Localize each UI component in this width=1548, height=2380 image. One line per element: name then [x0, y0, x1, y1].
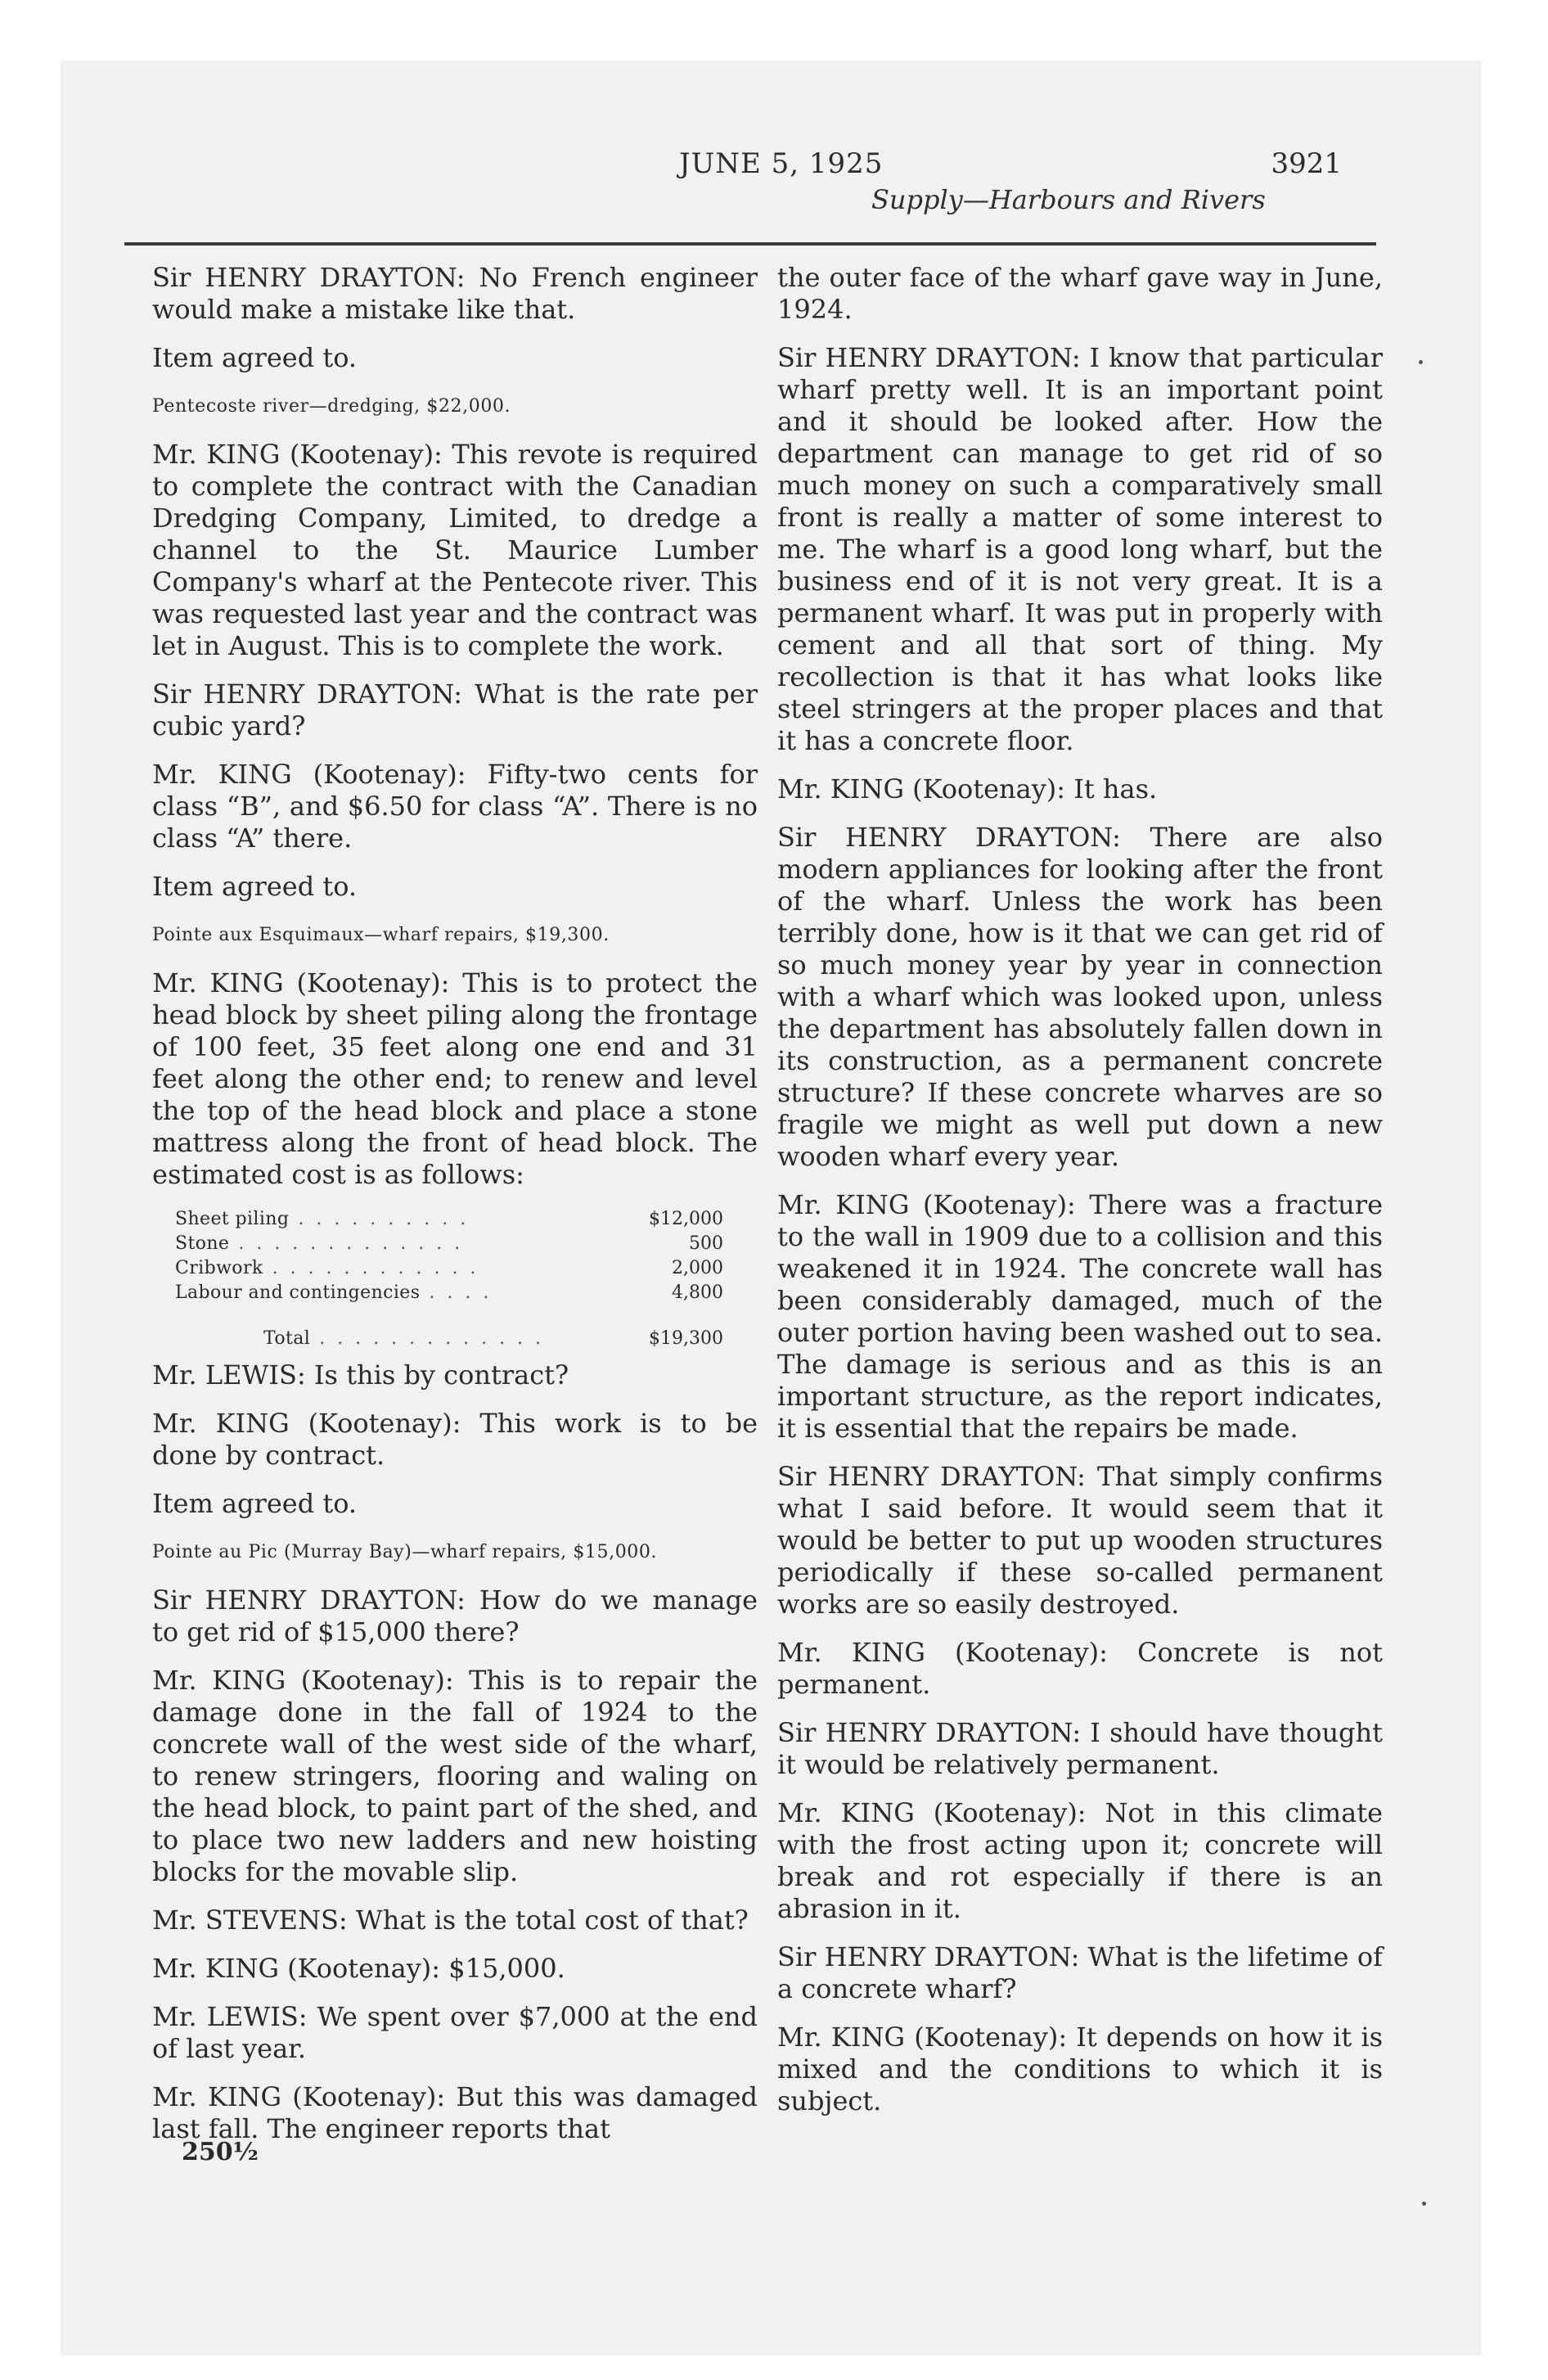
cost-total-label: Total — [263, 1328, 311, 1349]
speech-paragraph: Sir HENRY DRAYTON: I should have thought it would be relatively permanent. — [777, 1717, 1383, 1780]
cost-amount: 4,800 — [672, 1282, 723, 1303]
left-column-top — [152, 262, 758, 1191]
speech-paragraph: Sir HENRY DRAYTON: There are also modern appliances for looking after the front of the wharf. Unless the work has been terribly done, how is it that we can get rid of so much money year by year in connection with a wharf which was looked upon, unless the department has absolutely fallen down in its construction, as a permanent concrete structure? If these concrete wharves are so fragile we might as well put down a new wooden wharf every year. — [777, 822, 1383, 1172]
speech-paragraph: Mr. KING (Kootenay): It depends on how it is mixed and the conditions to which it is subject. — [777, 2022, 1383, 2116]
estimate-item-heading: Pentecoste river—dredging, $22,000. — [152, 396, 511, 417]
speech-paragraph: Mr. KING (Kootenay): This is to repair the damage done in the fall of 1924 to the concrete wall of the west side of the wharf, to renew stringers, flooring and waling on the head block, to paint part of the shed, and to place two new ladders and new hoisting blocks for the movable slip. — [152, 1665, 758, 1887]
speck-mark — [1419, 360, 1423, 364]
right-column-body — [777, 262, 1383, 2117]
cost-label: Cribwork — [175, 1258, 263, 1278]
estimate-item-heading: Pointe au Pic (Murray Bay)—wharf repairs, $15,000. — [152, 1542, 658, 1562]
cost-row — [175, 1281, 723, 1305]
speech-paragraph: the outer face of the wharf gave way in June, 1924. — [777, 262, 1383, 325]
speech-paragraph: Mr. KING (Kootenay): Not in this climate with the frost acting upon it; concrete will break and rot especially if there is an abrasion in it. — [777, 1797, 1383, 1924]
item-agreed-note: Item agreed to. — [152, 871, 358, 902]
footer-page-marker: 250½ — [182, 2138, 259, 2166]
speck-mark — [1422, 2202, 1426, 2206]
speech-paragraph: Mr. KING (Kootenay): There was a fracture to the wall in 1909 due to a collision and this weakened it in 1924. The concrete wall has been considerably damaged, much of the outer portion having been washed out to sea. The damage is serious and as this is an important structure, as the report indicates, it is essential that the repairs be made. — [777, 1189, 1383, 1444]
leader-dots: . . . . . . . . . . — [289, 1209, 470, 1229]
item-agreed-note: Item agreed to. — [152, 1488, 358, 1519]
estimate-item-heading: Pointe aux Esquimaux—wharf repairs, $19,300. — [152, 925, 610, 945]
cost-total-row — [175, 1305, 723, 1351]
speech-paragraph: Mr. KING (Kootenay): But this was damaged last fall. The engineer reports that — [152, 2081, 758, 2144]
cost-row — [175, 1232, 723, 1256]
leader-dots: . . . . — [420, 1282, 493, 1303]
speech-paragraph: Mr. LEWIS: We spent over $7,000 at the end of last year. — [152, 2001, 758, 2064]
header-subtitle: Supply—Harbours and Rivers — [871, 184, 1266, 215]
leader-dots: . . . . . . . . . . . . — [263, 1258, 479, 1278]
header-page-number: 3921 — [1271, 147, 1342, 180]
cost-label: Labour and contingencies — [175, 1282, 421, 1303]
speech-paragraph: Mr. STEVENS: What is the total cost of that? — [152, 1904, 749, 1936]
leader-dots: . . . . . . . . . . . . . — [229, 1233, 464, 1254]
speech-paragraph: Sir HENRY DRAYTON: What is the lifetime of a concrete wharf? — [777, 1941, 1383, 2004]
speech-paragraph: Mr. LEWIS: Is this by contract? — [152, 1359, 569, 1391]
speech-paragraph: Sir HENRY DRAYTON: What is the rate per cubic yard? — [152, 678, 758, 741]
speech-paragraph: Mr. KING (Kootenay): It has. — [777, 773, 1158, 805]
speech-paragraph: Mr. KING (Kootenay): Concrete is not permanent. — [777, 1637, 1383, 1700]
speech-paragraph: Mr. KING (Kootenay): This revote is required to complete the contract with the Canadian Dredging Company, Limited, to dredge a channel to the St. Maurice Lumber Company's wharf at the Pentecote river. This was requested last year and the contract was let in August. This is to complete the work. — [152, 439, 758, 661]
cost-amount: 2,000 — [672, 1258, 723, 1278]
left-column-bottom — [152, 1359, 758, 2145]
speech-paragraph: Mr. KING (Kootenay): This work is to be done by contract. — [152, 1408, 758, 1471]
cost-amount: $12,000 — [649, 1209, 723, 1229]
speech-paragraph: Sir HENRY DRAYTON: I know that particular wharf pretty well. It is an important point and it should be looked after. How the department can manage to get rid of so much money on such a comparatively small front is really a matter of some interest to me. The wharf is a good long wharf, but the business end of it is not very great. It is a permanent wharf. It was put in properly with cement and all that sort of thing. My recollection is that it has what looks like steel stringers at the proper places and that it has a concrete floor. — [777, 342, 1383, 756]
left-column — [152, 262, 758, 2161]
cost-amount: 500 — [689, 1233, 723, 1254]
speech-paragraph: Mr. KING (Kootenay): $15,000. — [152, 1953, 565, 1984]
cost-label: Stone — [175, 1233, 230, 1254]
header-date: JUNE 5, 1925 — [679, 147, 884, 180]
speech-paragraph: Sir HENRY DRAYTON: That simply confirms what I said before. It would seem that it would be better to put up wooden structures periodically if these so-called permanent works are so easily destroyed. — [777, 1461, 1383, 1620]
speech-paragraph: Sir HENRY DRAYTON: How do we manage to get rid of $15,000 there? — [152, 1584, 758, 1648]
cost-label: Sheet piling — [175, 1209, 290, 1229]
cost-row — [175, 1256, 723, 1281]
speech-paragraph: Mr. KING (Kootenay): Fifty-two cents for class “B”, and $6.50 for class “A”. There is no class “A” there. — [152, 759, 758, 854]
page-header — [123, 147, 1342, 246]
cost-table — [175, 1207, 723, 1351]
speech-paragraph: Mr. KING (Kootenay): This is to protect the head block by sheet piling along the frontage of 100 feet, 35 feet along one end and 31 feet along the other end; to renew and level the top of the head block and place a stone mattress along the front of head block. The estimated cost is as follows: — [152, 967, 758, 1190]
speech-paragraph: Sir HENRY DRAYTON: No French engineer would make a mistake like that. — [152, 262, 758, 325]
right-column — [777, 262, 1383, 2134]
leader-dots: . . . . . . . . . . . . . — [310, 1328, 545, 1349]
cost-total-amount: $19,300 — [649, 1328, 723, 1349]
item-agreed-note: Item agreed to. — [152, 342, 358, 373]
header-rule — [124, 242, 1376, 246]
cost-row — [175, 1207, 723, 1232]
